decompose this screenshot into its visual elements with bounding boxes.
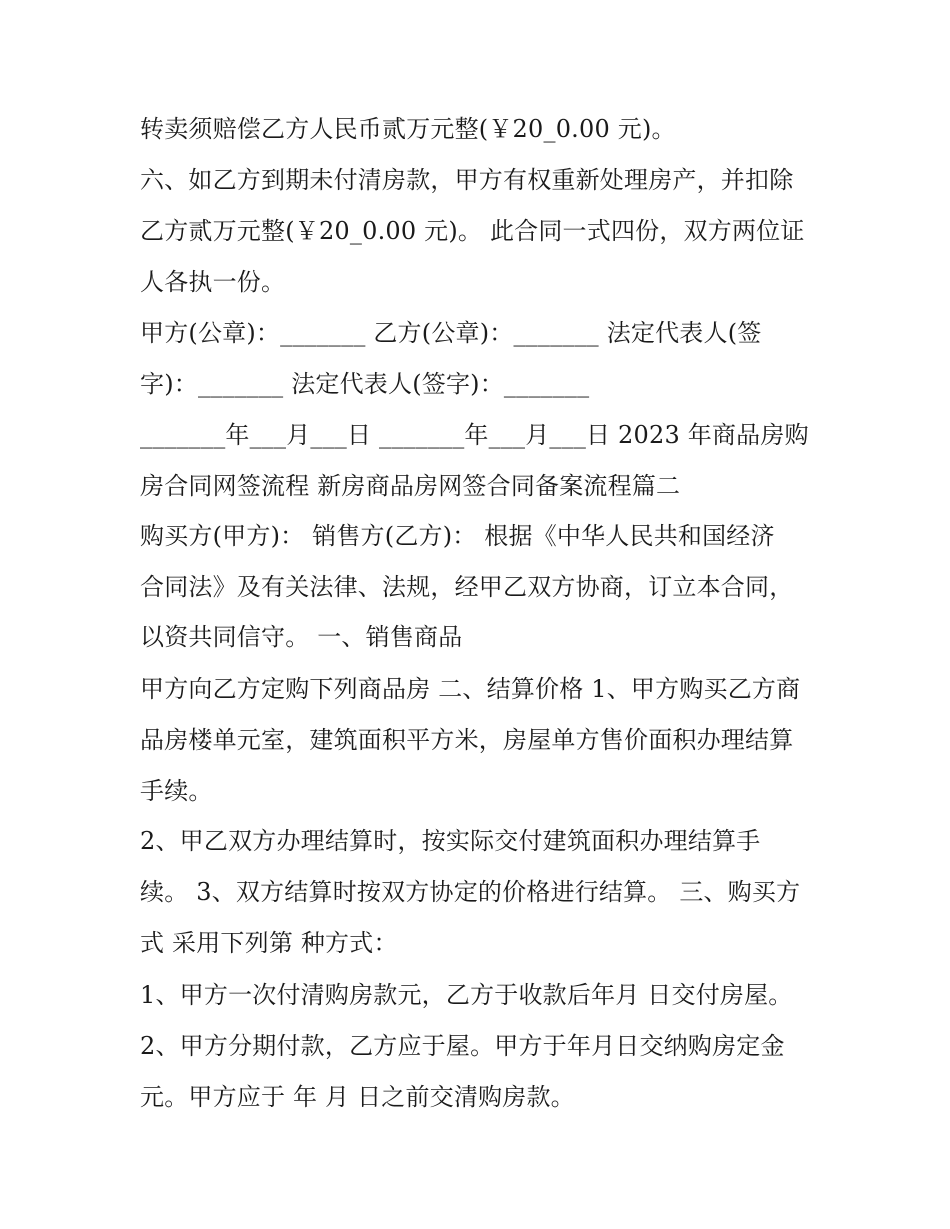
text-line: 合同法》及有关法律、法规，经甲乙双方协商，订立本合同， xyxy=(140,573,794,601)
text-line: 乙方贰万元整(￥20_0.00 元)。 此合同一式四份，双方两位证 xyxy=(140,217,805,245)
text-line: 品房楼单元室，建筑面积平方米，房屋单方售价面积办理结算 xyxy=(140,726,794,754)
text-line: _______年___月___日 _______年___月___日 2023 年商品房购 xyxy=(140,421,809,449)
text-line: 以资共同信守。 一、销售商品 xyxy=(140,623,463,651)
text-line: 字)：_______ 法定代表人(签字)：_______ xyxy=(140,370,590,398)
text-line: 1、甲方一次付清购房款元，乙方于收款后年月 日交付房屋。 xyxy=(140,981,793,1009)
text-line: 式 采用下列第 种方式： xyxy=(140,929,398,957)
text-line: 续。 3、双方结算时按双方协定的价格进行结算。 三、购买方 xyxy=(140,878,801,906)
text-line: 2、甲方分期付款，乙方应于屋。甲方于年月日交纳购房定金 xyxy=(140,1032,785,1060)
text-line: 甲方向乙方定购下列商品房 二、结算价格 1、甲方购买乙方商 xyxy=(140,675,801,703)
text-line: 元。甲方应于 年 月 日之前交清购房款。 xyxy=(140,1083,575,1111)
text-line: 房合同网签流程 新房商品房网签合同备案流程篇二 xyxy=(140,472,681,500)
text-line: 甲方(公章)：_______ 乙方(公章)：_______ 法定代表人(签 xyxy=(140,319,762,347)
text-line: 人各执一份。 xyxy=(140,268,286,296)
text-line: 六、如乙方到期未付清房款，甲方有权重新处理房产，并扣除 xyxy=(140,166,794,194)
text-line: 转卖须赔偿乙方人民币贰万元整(￥20_0.00 元)。 xyxy=(140,115,676,143)
text-line: 购买方(甲方)： 销售方(乙方)： 根据《中华人民共和国经济 xyxy=(140,522,775,550)
text-line: 手续。 xyxy=(140,777,213,805)
text-line: 2、甲乙双方办理结算时，按实际交付建筑面积办理结算手 xyxy=(140,827,761,855)
